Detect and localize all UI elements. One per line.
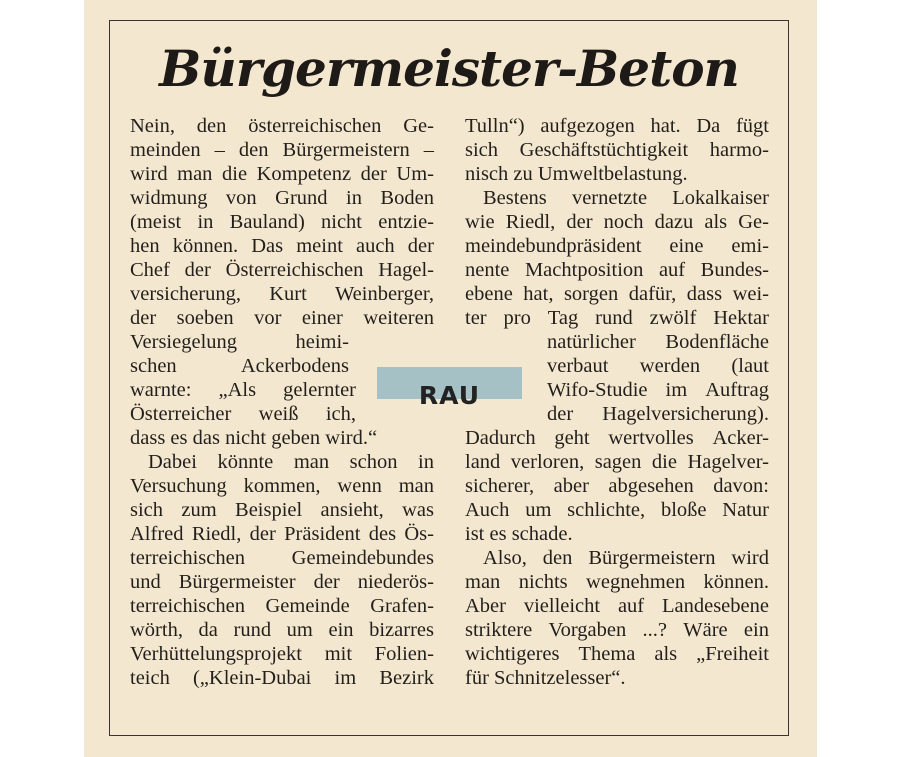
article-line: ist es schade. [465,523,573,545]
article-line: wird man die Kompetenz der Um- [130,163,434,185]
article-line: versicherung, Kurt Weinberger, [130,283,434,305]
article-line: Verhüttelungsprojekt mit Folien- [130,643,434,665]
article-line: meindebundpräsident eine emi- [465,235,769,257]
article-line: der Hagelversicherung). [547,403,769,425]
article-line: meinden – den Bürgermeistern – [130,139,434,161]
article-line: Tulln“) aufgezogen hat. Da fügt [465,115,769,137]
article-line: Aber vielleicht auf Landesebene [465,595,769,617]
article-line: und Bürgermeister der niederös- [130,571,434,593]
article-line: land verloren, sagen die Hagelver- [465,451,769,473]
article-line: Chef der Österreichischen Hagel- [130,259,434,281]
article-line: Dabei könnte man schon in [148,451,434,473]
article-line: Österreicher weiß ich, [130,403,356,425]
article-line: terreichischen Gemeindebundes [130,547,434,569]
author-label: RAU [418,381,481,410]
article-line: warnte: „Als gelernter [130,379,356,401]
article-line: hen können. Das meint auch der [130,235,434,257]
article-line: nisch zu Umweltbelastung. [465,163,688,185]
article-line: wörth, da rund um ein bizarres [130,619,434,641]
article-line: für Schnitzelesser“. [465,667,626,689]
article-line: Wifo-Studie im Auftrag [547,379,769,401]
article-line: sicherer, aber abgesehen davon: [465,475,769,497]
article-line: verbaut werden (laut [547,355,769,377]
article-line: schen Ackerbodens [130,355,349,377]
article-line: dass es das nicht geben wird.“ [130,427,378,449]
article-line: striktere Vorgaben ...? Wäre ein [465,619,769,641]
article-line: sich Geschäftstüchtigkeit harmo- [465,139,769,161]
article-line: Auch um schlichte, bloße Natur [465,499,769,521]
article-line: (meist in Bauland) nicht entzie- [130,211,434,233]
article-line: widmung von Grund in Boden [130,187,434,209]
article-line: sich zum Beispiel ansieht, was [130,499,434,521]
article-line: Versiegelung heimi- [130,331,349,353]
article-line: Dadurch geht wertvolles Acker- [465,427,769,449]
article-line: nente Machtposition auf Bundes- [465,259,769,281]
article-line: ter pro Tag rund zwölf Hektar [465,307,769,329]
article-line: Alfred Riedl, der Präsident des Ös- [130,523,434,545]
article-title: Bürgermeister-Beton [159,39,739,98]
article-line: terreichischen Gemeinde Grafen- [130,595,434,617]
article-line: teich („Klein-Dubai im Bezirk [130,667,434,689]
article-line: natürlicher Bodenfläche [547,331,769,353]
article-line: wie Riedl, der noch dazu als Ge- [465,211,769,233]
article-line: man nichts wegnehmen können. [465,571,769,593]
article-line: Versuchung kommen, wenn man [130,475,434,497]
article-line: Also, den Bürgermeistern wird [483,547,769,569]
article-line: ebene hat, sorgen dafür, dass wei- [465,283,769,305]
article-line: Nein, den österreichischen Ge- [130,115,434,137]
article-line: Bestens vernetzte Lokalkaiser [483,187,769,209]
article-line: wichtigeres Thema als „Freiheit [465,643,769,665]
article-line: der soeben vor einer weiteren [130,307,434,329]
